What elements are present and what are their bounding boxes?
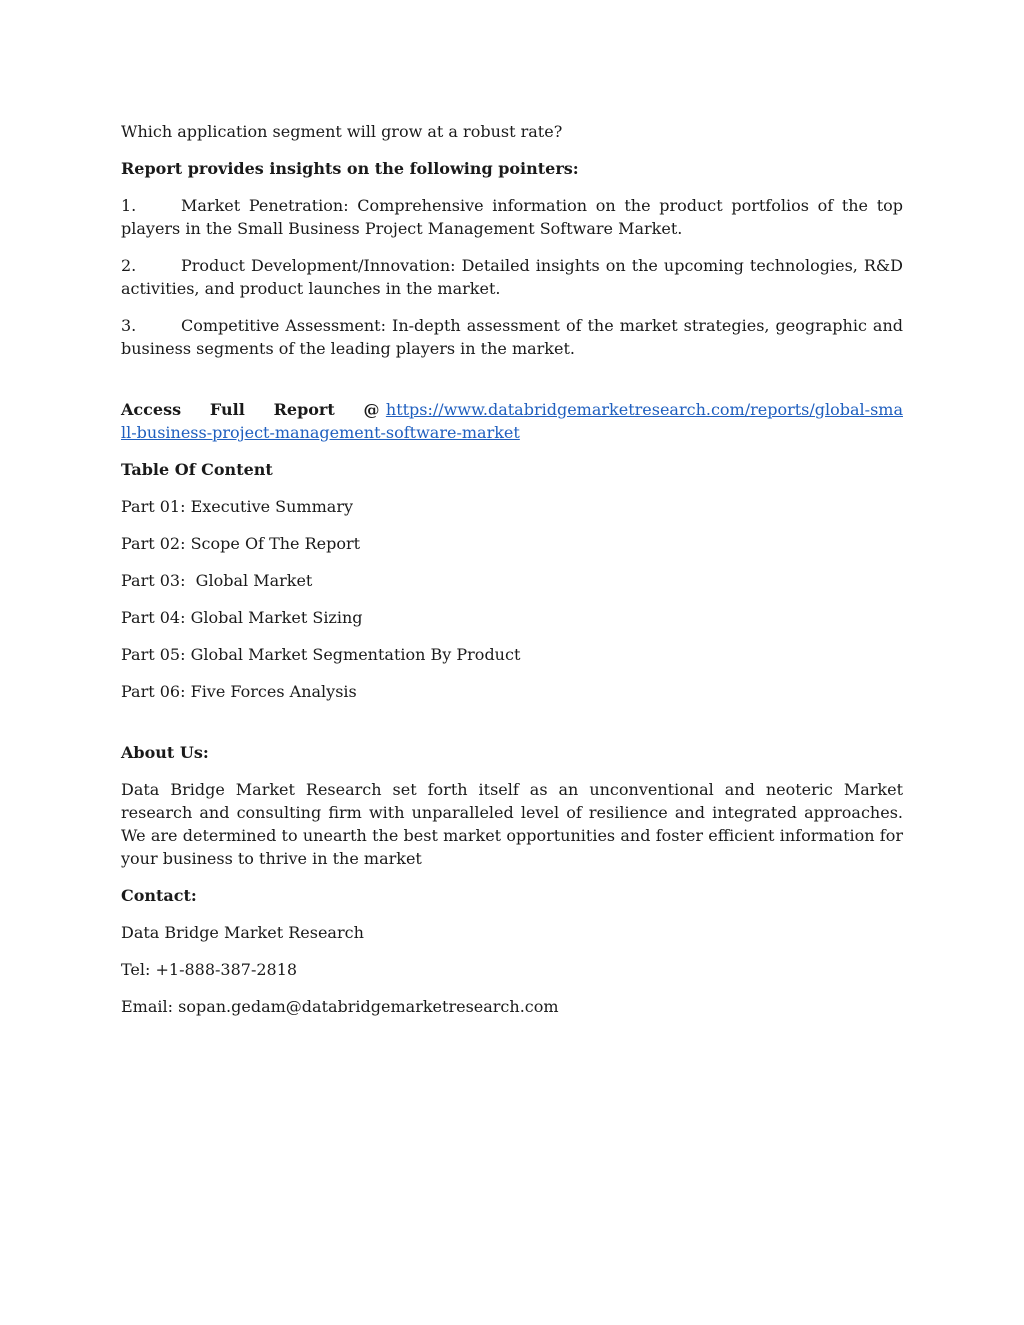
toc-part-02: Part 02: Scope Of The Report: [121, 534, 361, 553]
pointer-text: Competitive Assessment: In-depth assessment of the market strategies, geographic and business segments of the leading players in the market.: [121, 316, 903, 358]
toc-part-01: Part 01: Executive Summary: [121, 497, 353, 516]
pointer-text: Product Development/Innovation: Detailed insights on the upcoming technologies, R&D activities, and product launches in the market.: [121, 256, 903, 298]
pointer-number: 1.: [121, 196, 137, 215]
toc-part-06: Part 06: Five Forces Analysis: [121, 682, 357, 701]
access-label: Access Full Report @: [121, 400, 380, 419]
toc-part-03: Part 03: Global Market: [121, 571, 313, 590]
contact-heading: Contact:: [121, 886, 197, 905]
about-text: Data Bridge Market Research set forth itself as an unconventional and neoteric Market research and consulting firm with unparalleled level of resilience and integrated approaches. We are determined to unearth the best market opportunities and foster efficient information for your business to thrive in the market: [121, 780, 903, 868]
pointer-text: Market Penetration: Comprehensive information on the product portfolios of the top players in the Small Business Project Management Software Market.: [121, 196, 903, 238]
toc-part-05: Part 05: Global Market Segmentation By Product: [121, 645, 521, 664]
contact-tel: Tel: +1-888-387-2818: [121, 960, 298, 979]
toc-part-04: Part 04: Global Market Sizing: [121, 608, 363, 627]
pointers-heading: Report provides insights on the following pointers:: [121, 159, 579, 178]
pointer-number: 3.: [121, 316, 137, 335]
contact-company: Data Bridge Market Research: [121, 923, 364, 942]
pointer-item-1: [121, 194, 903, 240]
toc-heading: Table Of Content: [121, 460, 273, 479]
about-heading: About Us:: [121, 743, 209, 762]
contact-email: Email: sopan.gedam@databridgemarketresearch.com: [121, 997, 559, 1016]
report-link[interactable]: https://www.databridgemarketresearch.com/reports/global-small-business-project-management-software-market: [121, 400, 903, 442]
pointer-item-2: [121, 254, 903, 300]
access-full-report: [121, 398, 903, 444]
pointer-number: 2.: [121, 256, 137, 275]
pointer-item-3: [121, 314, 903, 360]
document-page: [121, 120, 903, 1032]
intro-question: Which application segment will grow at a robust rate?: [121, 122, 563, 141]
